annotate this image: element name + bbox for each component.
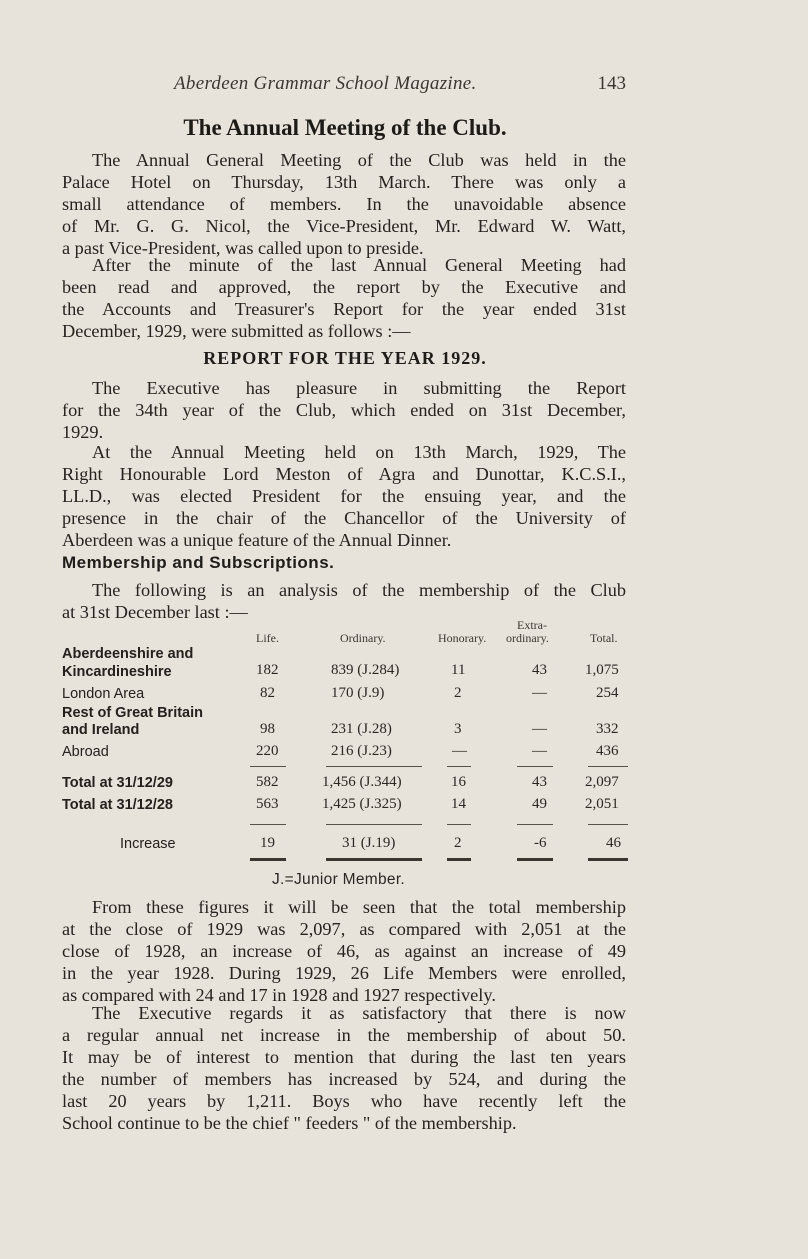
- text-line: the number of members has increased by 524, and during the: [62, 1069, 626, 1090]
- column-header-ordinary: Ordinary.: [340, 631, 386, 645]
- cell-honorary: 16: [451, 774, 466, 790]
- minute-paragraph: [62, 254, 626, 342]
- text-line: close of 1928, an increase of 46, as against an increase of 49: [62, 941, 626, 962]
- text-line: The Executive regards it as satisfactory that there is now: [92, 1003, 626, 1023]
- text-line: presence in the chair of the Chancellor of the University of: [62, 508, 626, 529]
- running-header: [60, 73, 630, 99]
- magazine-title: Aberdeen Grammar School Magazine.: [174, 73, 477, 94]
- column-rule: [326, 824, 422, 825]
- double-rule: [588, 858, 628, 861]
- analysis-paragraph: [62, 579, 626, 623]
- text-line: of Mr. G. G. Nicol, the Vice-President, Mr. Edward W. Watt,: [62, 216, 626, 237]
- junior-member-note: J.=Junior Member.: [272, 871, 406, 888]
- report-heading: REPORT FOR THE YEAR 1929.: [203, 348, 487, 368]
- text-line: The Annual General Meeting of the Club was held in the: [92, 150, 626, 170]
- column-rule: [326, 766, 422, 767]
- cell-life: 82: [260, 685, 275, 701]
- cell-life: 98: [260, 721, 275, 737]
- text-line: After the minute of the last Annual General Meeting had: [92, 255, 626, 275]
- text-line: At the Annual Meeting held on 13th March, 1929, The: [92, 442, 626, 462]
- column-header-honorary: Honorary.: [438, 631, 487, 645]
- column-header-extra-line2: ordinary.: [506, 631, 549, 645]
- column-rule: [588, 766, 628, 767]
- text-line: a regular annual net increase in the membership of about 50.: [62, 1025, 626, 1046]
- double-rule: [447, 858, 471, 861]
- text-line: It may be of interest to mention that during the last ten years: [62, 1047, 626, 1068]
- row-label: and Ireland: [62, 722, 140, 738]
- row-label: Increase: [120, 836, 176, 852]
- cell-ordinary: 170 (J.9): [331, 685, 385, 701]
- text-line: as compared with 24 and 17 in 1928 and 1927 respectively.: [62, 985, 496, 1006]
- cell-extra: -6: [534, 835, 547, 851]
- text-line: Aberdeen was a unique feature of the Annual Dinner.: [62, 530, 452, 551]
- cell-life: 182: [256, 662, 279, 678]
- page-number: 143: [597, 73, 626, 94]
- row-label: Rest of Great Britain: [62, 705, 203, 721]
- column-header-extra-line1: Extra-: [517, 618, 547, 632]
- text-line: in the year 1928. During 1929, 26 Life Members were enrolled,: [62, 963, 626, 984]
- membership-heading: Membership and Subscriptions.: [62, 553, 335, 572]
- double-rule: [517, 858, 553, 861]
- text-line: LL.D., was elected President for the ensuing year, and the: [62, 486, 626, 507]
- cell-honorary: 2: [454, 835, 462, 851]
- article-title: The Annual Meeting of the Club.: [183, 115, 507, 140]
- cell-total: 2,051: [585, 796, 619, 812]
- cell-total: 46: [606, 835, 621, 851]
- cell-total: 1,075: [585, 662, 619, 678]
- cell-life: 582: [256, 774, 279, 790]
- column-rule: [250, 766, 286, 767]
- text-line: for the 34th year of the Club, which ended on 31st December,: [62, 400, 626, 421]
- text-line: Palace Hotel on Thursday, 13th March. There was only a: [62, 172, 626, 193]
- row-label: Total at 31/12/28: [62, 797, 173, 813]
- cell-extra: 43: [532, 662, 547, 678]
- cell-ordinary: 31 (J.19): [342, 835, 396, 851]
- text-line: the Accounts and Treasurer's Report for the year ended 31st: [62, 299, 626, 320]
- cell-total: 254: [596, 685, 619, 701]
- text-line: Right Honourable Lord Meston of Agra and Dunottar, K.C.S.I.,: [62, 464, 626, 485]
- cell-honorary: 2: [454, 685, 462, 701]
- cell-extra: —: [532, 685, 547, 701]
- text-line: 1929.: [62, 422, 104, 443]
- figures-paragraph: [62, 896, 626, 1006]
- text-line: The following is an analysis of the membership of the Club: [92, 580, 626, 600]
- cell-ordinary: 1,425 (J.325): [322, 796, 402, 812]
- cell-honorary: —: [452, 743, 467, 759]
- cell-ordinary: 1,456 (J.344): [322, 774, 402, 790]
- cell-ordinary: 839 (J.284): [331, 662, 400, 678]
- row-label: Aberdeenshire and: [62, 646, 194, 662]
- cell-extra: 43: [532, 774, 547, 790]
- text-line: at the close of 1929 was 2,097, as compared with 2,051 at the: [62, 919, 626, 940]
- cell-honorary: 11: [451, 662, 466, 678]
- text-line: December, 1929, were submitted as follows :—: [62, 321, 411, 342]
- cell-life: 19: [260, 835, 275, 851]
- double-rule: [326, 858, 422, 861]
- row-label: Abroad: [62, 744, 109, 760]
- text-line: last 20 years by 1,211. Boys who have recently left the: [62, 1091, 626, 1112]
- cell-total: 332: [596, 721, 619, 737]
- cell-life: 563: [256, 796, 279, 812]
- text-line: The Executive has pleasure in submitting the Report: [92, 378, 626, 398]
- report-paragraph: [62, 377, 626, 443]
- meeting-paragraph: [62, 441, 626, 551]
- cell-ordinary: 216 (J.23): [331, 743, 392, 759]
- text-line: From these figures it will be seen that the total membership: [92, 897, 626, 917]
- cell-honorary: 3: [454, 721, 462, 737]
- column-header-life: Life.: [256, 631, 279, 645]
- row-label: Kincardineshire: [62, 664, 172, 680]
- cell-extra: 49: [532, 796, 547, 812]
- text-line: been read and approved, the report by the Executive and: [62, 277, 626, 298]
- intro-paragraph: [62, 149, 626, 259]
- column-rule: [250, 824, 286, 825]
- text-line: small attendance of members. In the unavoidable absence: [62, 194, 626, 215]
- column-rule: [588, 824, 628, 825]
- double-rule: [250, 858, 286, 861]
- cell-honorary: 14: [451, 796, 466, 812]
- row-label: Total at 31/12/29: [62, 775, 173, 791]
- column-rule: [517, 766, 553, 767]
- text-line: a past Vice-President, was called upon to preside.: [62, 238, 424, 259]
- cell-total: 2,097: [585, 774, 619, 790]
- cell-life: 220: [256, 743, 279, 759]
- row-label: London Area: [62, 686, 145, 702]
- column-rule: [517, 824, 553, 825]
- text-line: School continue to be the chief " feeders " of the membership.: [62, 1113, 517, 1134]
- cell-extra: —: [532, 721, 547, 737]
- column-header-total: Total.: [590, 631, 618, 645]
- executive-paragraph: [62, 1002, 626, 1135]
- cell-ordinary: 231 (J.28): [331, 721, 392, 737]
- text-line: at 31st December last :—: [62, 602, 248, 623]
- column-rule: [447, 824, 471, 825]
- cell-extra: —: [532, 743, 547, 759]
- column-rule: [447, 766, 471, 767]
- cell-total: 436: [596, 743, 619, 759]
